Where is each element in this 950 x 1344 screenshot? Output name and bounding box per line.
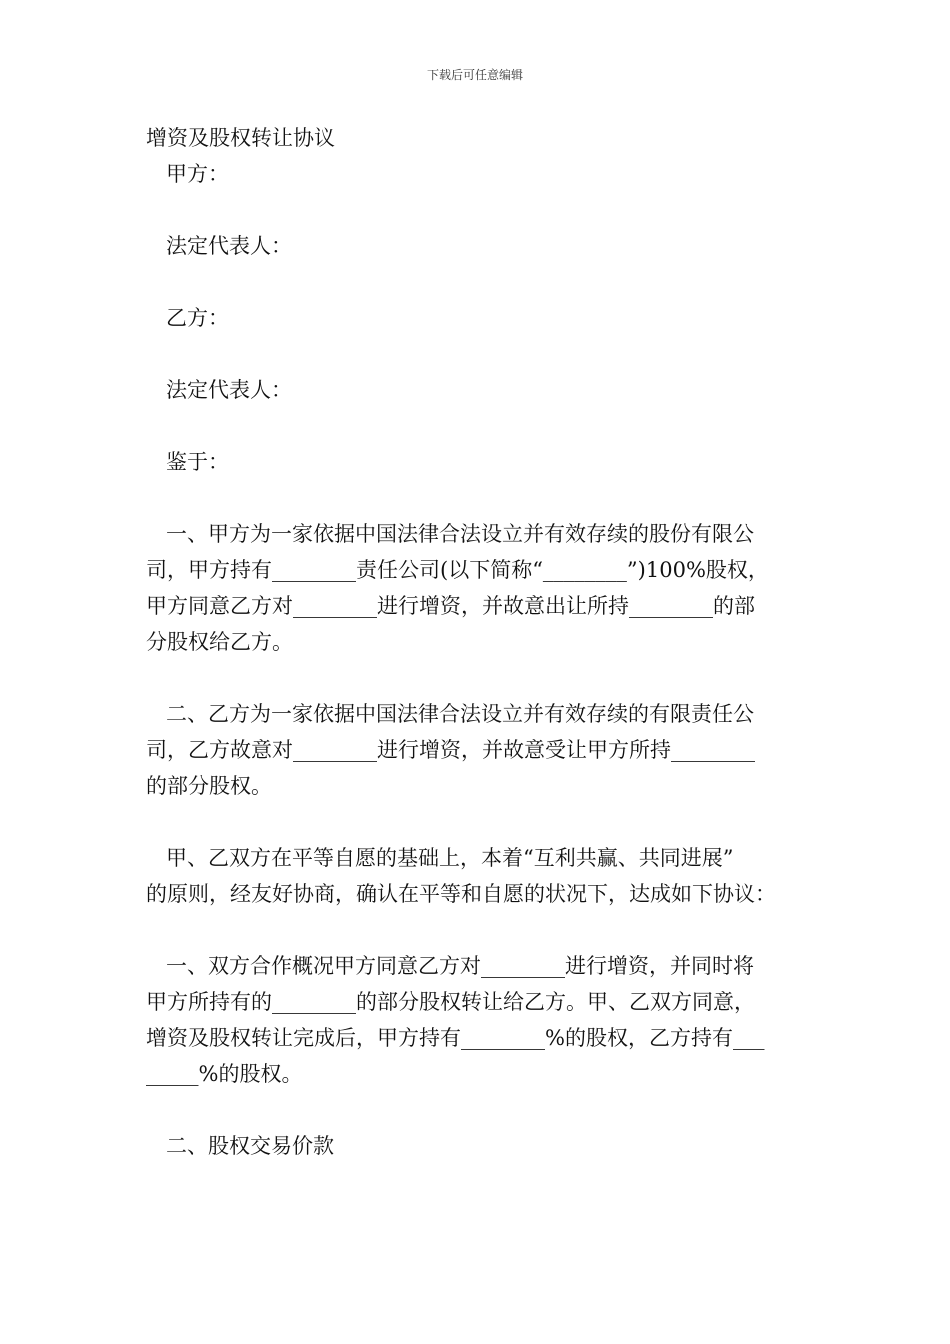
paragraph-line: 的部分股权。	[146, 774, 272, 798]
paragraph-line: 司，甲方持有________责任公司(以下简称“________”)100%股权，	[146, 558, 769, 582]
paragraph-line: 一、双方合作概况甲方同意乙方对________进行增资，并同时将	[166, 954, 754, 978]
whereas-label: 鉴于：	[166, 450, 229, 474]
paragraph-line: 司，乙方故意对________进行增资，并故意受让甲方所持________	[146, 738, 755, 762]
paragraph-line: 甲方所持有的________的部分股权转让给乙方。甲、乙双方同意，	[146, 990, 755, 1014]
document-body	[146, 120, 808, 1164]
paragraph-3	[146, 840, 808, 912]
paragraph-line: 的原则，经友好协商，确认在平等和自愿的状况下，达成如下协议：	[146, 882, 776, 906]
party-a-label: 甲方：	[166, 162, 229, 186]
document-title: 增资及股权转让协议	[146, 126, 335, 150]
paragraph-1	[146, 516, 808, 660]
paragraph-line: 甲方同意乙方对________进行增资，并故意出让所持________的部	[146, 594, 755, 618]
header-note: 下载后可任意编辑	[426, 68, 523, 82]
paragraph-line: 增资及股权转让完成后，甲方持有________%的股权，乙方持有___	[146, 1026, 765, 1050]
paragraph-line: _____%的股权。	[146, 1062, 303, 1086]
party-b-label: 乙方：	[166, 306, 229, 330]
paragraph-line: 分股权给乙方。	[146, 630, 293, 654]
paragraph-2	[146, 696, 808, 804]
paragraph-line: 一、甲方为一家依据中国法律合法设立并有效存续的股份有限公	[166, 522, 754, 546]
paragraph-line: 甲、乙双方在平等自愿的基础上，本着“互利共赢、共同进展”	[166, 846, 734, 870]
section-2-heading: 二、股权交易价款	[166, 1134, 334, 1158]
paragraph-4	[146, 948, 808, 1092]
paragraph-line: 二、乙方为一家依据中国法律合法设立并有效存续的有限责任公	[166, 702, 754, 726]
party-b-rep-label: 法定代表人：	[166, 378, 292, 402]
party-a-rep-label: 法定代表人：	[166, 234, 292, 258]
